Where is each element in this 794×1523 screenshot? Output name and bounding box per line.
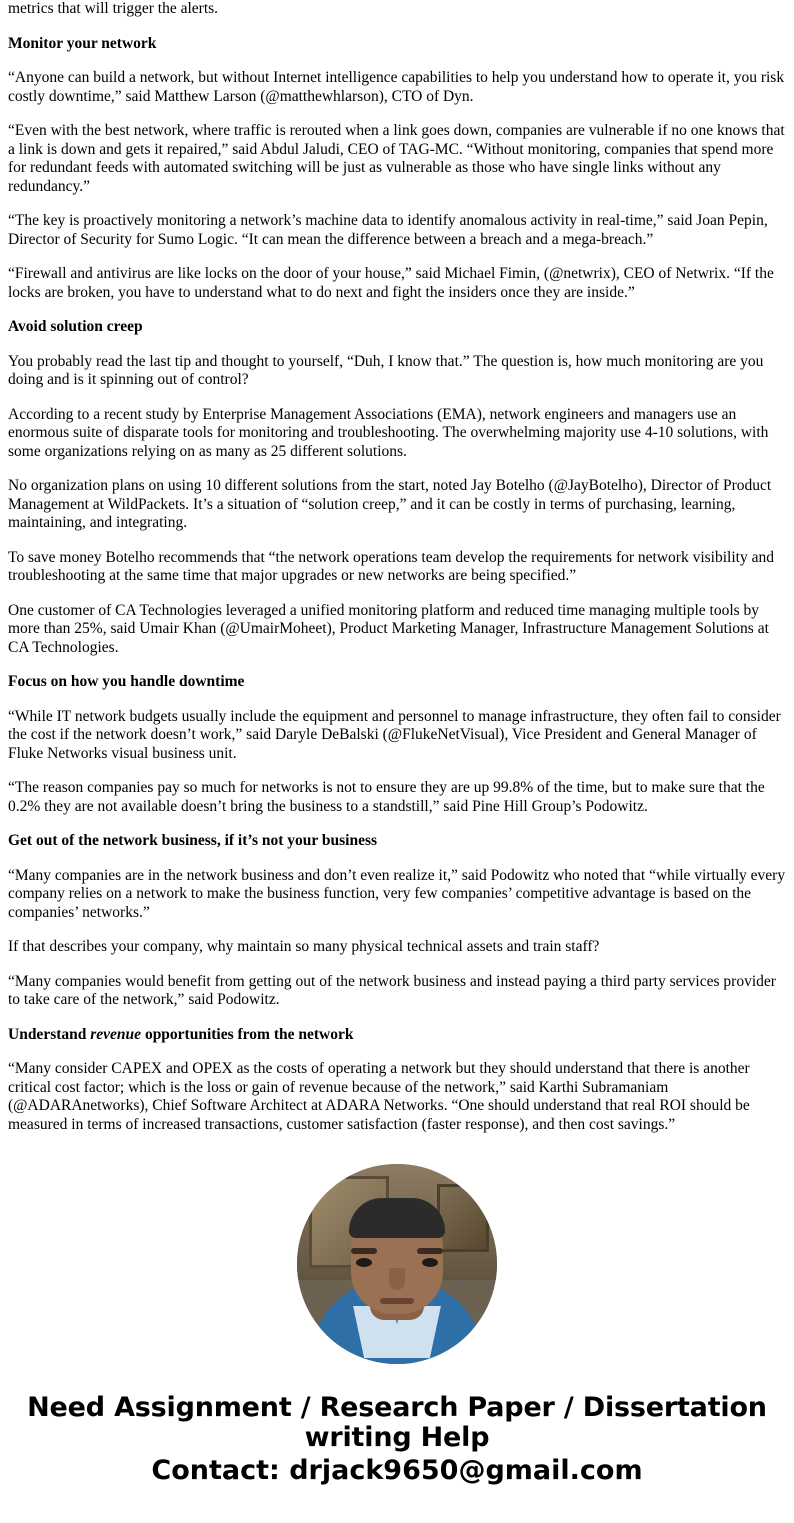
- body-paragraph: To save money Botelho recommends that “the network operations team develop the requirements for network visibility and troubleshooting at the same time that major upgrades or new networks are being specified.”: [8, 548, 774, 584]
- section-heading: Avoid solution creep: [8, 318, 143, 335]
- body-paragraph: No organization plans on using 10 different solutions from the start, noted Jay Botelho (@JayBotelho), Director of Product Management at WildPackets. It’s a situation of “solution creep,” and it can be costly in terms of purchasing, learning, maintaining, and integrating.: [8, 477, 772, 531]
- body-paragraph: “The key is proactively monitoring a network’s machine data to identify anomalous activity in real-time,” said Joan Pepin, Director of Security for Sumo Logic. “It can mean the difference between a breach and a mega-breach.”: [8, 212, 768, 248]
- article-body: [8, 0, 786, 1134]
- body-paragraph: “While IT network budgets usually include the equipment and personnel to manage infrastructure, they often fail to consider the cost if the network doesn’t work,” said Daryle DeBalski (@FlukeNetVisual), Vice President and General Manager of Fluke Networks visual business unit.: [8, 707, 781, 762]
- body-paragraph: metrics that will trigger the alerts.: [8, 0, 219, 17]
- mouth-shape: [380, 1298, 414, 1304]
- promo-contact: Contact: drjack9650@gmail.com: [151, 1455, 643, 1486]
- body-paragraph: “Many companies would benefit from getting out of the network business and instead paying a third party services provider to take care of the network,” said Podowitz.: [8, 972, 776, 1008]
- promo-headline: Need Assignment / Research Paper / Dissertation writing Help: [27, 1392, 767, 1453]
- section-heading: Focus on how you handle downtime: [8, 673, 245, 690]
- heading-text: Understand: [8, 1025, 91, 1043]
- author-photo-block: [8, 1164, 786, 1369]
- eye-right-shape: [422, 1258, 438, 1267]
- body-paragraph: “The reason companies pay so much for networks is not to ensure they are up 99.8% of the time, but to make sure that the 0.2% they are not available doesn’t bring the business to a standstill,” said Pine Hill Group’s Podowitz.: [8, 779, 765, 815]
- heading-emphasis: revenue: [90, 1025, 142, 1043]
- heading-text: opportunities from the network: [141, 1025, 354, 1043]
- hair-shape: [349, 1198, 445, 1238]
- body-paragraph: You probably read the last tip and thought to yourself, “Duh, I know that.” The question is, how much monitoring are you doing and is it spinning out of control?: [8, 352, 764, 388]
- eyebrow-right-shape: [417, 1248, 443, 1254]
- author-portrait: [297, 1164, 497, 1364]
- eye-left-shape: [356, 1258, 372, 1267]
- section-heading: [8, 1026, 786, 1045]
- body-paragraph: “Many consider CAPEX and OPEX as the costs of operating a network but they should understand that there is another critical cost factor; which is the loss or gain of revenue because of the network,” said Karthi Subramaniam (@ADARAnetworks), Chief Software Architect at ADARA Networks. “One should understand that real ROI should be measured in terms of increased transactions, customer satisfaction (faster response), and then cost savings.”: [8, 1060, 750, 1133]
- background-picture-frame-secondary: [437, 1184, 489, 1252]
- body-paragraph: If that describes your company, why maintain so many physical technical assets and train staff?: [8, 938, 600, 955]
- eyebrow-left-shape: [351, 1248, 377, 1254]
- body-paragraph: According to a recent study by Enterprise Management Associations (EMA), network engineers and managers use an enormous suite of disparate tools for monitoring and troubleshooting. The overwhelming majority use 4-10 solutions, with some organizations relying on as many as 25 different solutions.: [8, 405, 769, 460]
- body-paragraph: “Firewall and antivirus are like locks on the door of your house,” said Michael Fimin, (@netwrix), CEO of Netwrix. “If the locks are broken, you have to understand what to do next and fight the insiders once they are inside.”: [8, 265, 774, 301]
- promo-block: [8, 1393, 786, 1487]
- section-heading: Get out of the network business, if it’s not your business: [8, 832, 378, 849]
- nose-shape: [389, 1268, 405, 1290]
- section-heading: Monitor your network: [8, 34, 157, 52]
- body-paragraph: “Anyone can build a network, but without Internet intelligence capabilities to help you understand how to operate it, you risk costly downtime,” said Matthew Larson (@matthewhlarson), CTO of Dyn.: [8, 69, 785, 105]
- body-paragraph: “Even with the best network, where traffic is rerouted when a link goes down, companies are vulnerable if no one knows that a link is down and gets it repaired,” said Abdul Jaludi, CEO of TAG-MC. “Without monitoring, companies that spend more for redundant feeds with automated switching will be just as vulnerable as those who have single links without any redundancy.”: [8, 122, 785, 195]
- body-paragraph: One customer of CA Technologies leveraged a unified monitoring platform and reduced time managing multiple tools by more than 25%, said Umair Khan (@UmairMoheet), Product Marketing Manager, Infrastructure Management Solutions at CA Technologies.: [8, 601, 769, 656]
- body-paragraph: “Many companies are in the network business and don’t even realize it,” said Podowitz who noted that “while virtually every company relies on a network to make the business function, very few companies’ competitive advantage is based on the companies’ networks.”: [8, 866, 786, 921]
